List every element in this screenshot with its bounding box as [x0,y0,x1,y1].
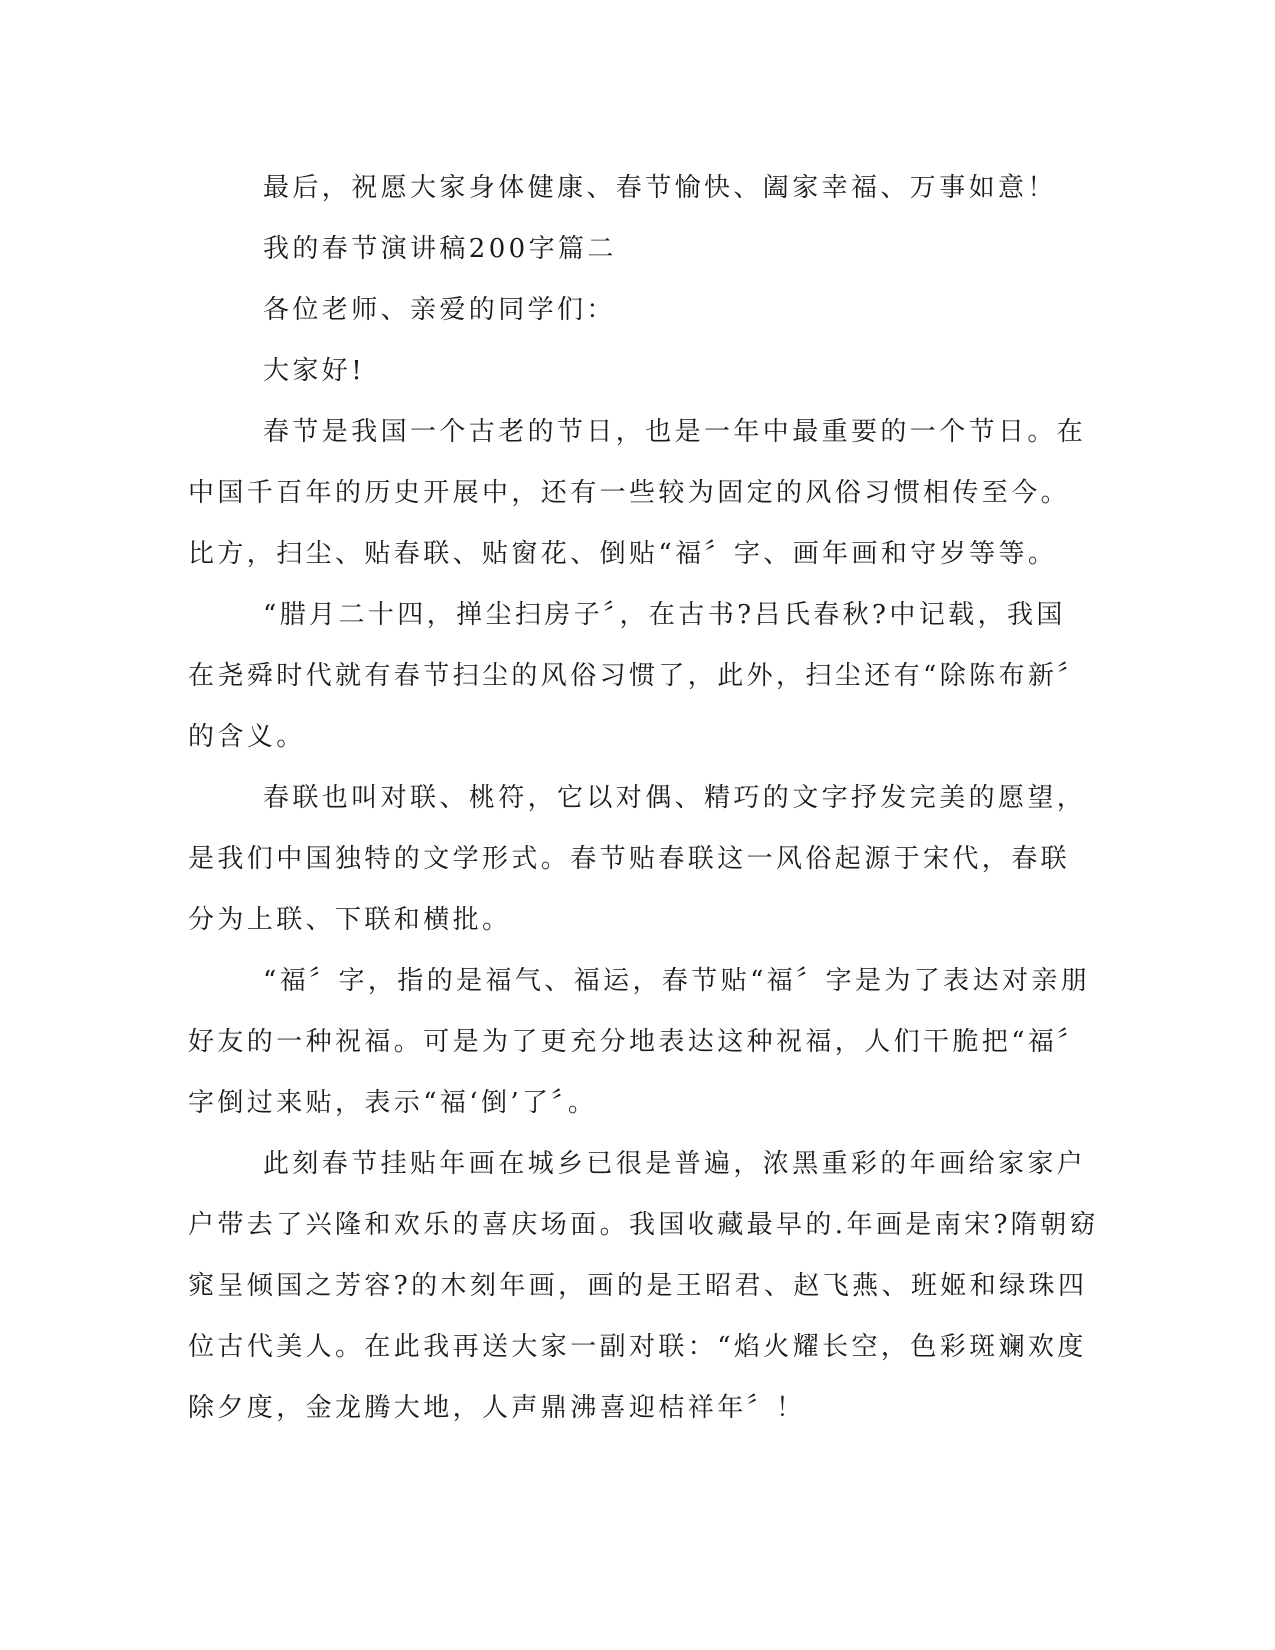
paragraph-line: “福〞字，指的是福气、福运，春节贴“福〞字是为了表达对亲朋 [263,966,1091,996]
section-heading: 我的春节演讲稿200字篇二 [263,234,617,264]
salutation: 各位老师、亲爱的同学们： [263,295,616,325]
paragraph-line: 除夕度，金龙腾大地，人声鼎沸喜迎桔祥年〞！ [188,1393,806,1423]
paragraph-line: 分为上联、下联和横批。 [188,905,512,935]
greeting: 大家好! [263,356,366,386]
closing-wish: 最后，祝愿大家身体健康、春节愉快、阖家幸福、万事如意！ [263,173,1057,203]
paragraph-line: 好友的一种祝福。可是为了更充分地表达这种祝福，人们干脆把“福〞 [188,1027,1087,1057]
paragraph-line: 春节是我国一个古老的节日，也是一年中最重要的一个节日。在 [263,417,1087,447]
paragraph-line: 的含义。 [188,722,306,752]
document-body [188,158,1100,1439]
paragraph-line: 位古代美人。在此我再送大家一副对联：“焰火耀长空，色彩斑斓欢度 [188,1332,1087,1362]
paragraph-line: “腊月二十四，掸尘扫房子〞，在古书?吕氏春秋?中记载，我国 [263,600,1066,630]
paragraph-line: 比方，扫尘、贴春联、贴窗花、倒贴“福〞字、画年画和守岁等等。 [188,539,1058,569]
paragraph-line: 此刻春节挂贴年画在城乡已很是普遍，浓黑重彩的年画给家家户 [263,1149,1087,1179]
paragraph-line: 是我们中国独特的文学形式。春节贴春联这一风俗起源于宋代，春联 [188,844,1071,874]
paragraph-line: 窕呈倾国之芳容?的木刻年画，画的是王昭君、赵飞燕、班姬和绿珠四 [188,1271,1088,1301]
paragraph-line: 春联也叫对联、桃符，它以对偶、精巧的文字抒发完美的愿望， [263,783,1087,813]
paragraph-line: 字倒过来贴，表示“福‘倒’了〞。 [188,1088,598,1118]
paragraph-line: 中国千百年的历史开展中，还有一些较为固定的风俗习惯相传至今。 [188,478,1071,508]
paragraph-line: 在尧舜时代就有春节扫尘的风俗习惯了，此外，扫尘还有“除陈布新〞 [188,661,1087,691]
paragraph-line: 户带去了兴隆和欢乐的喜庆场面。我国收藏最早的.年画是南宋?隋朝窈 [188,1210,1100,1240]
